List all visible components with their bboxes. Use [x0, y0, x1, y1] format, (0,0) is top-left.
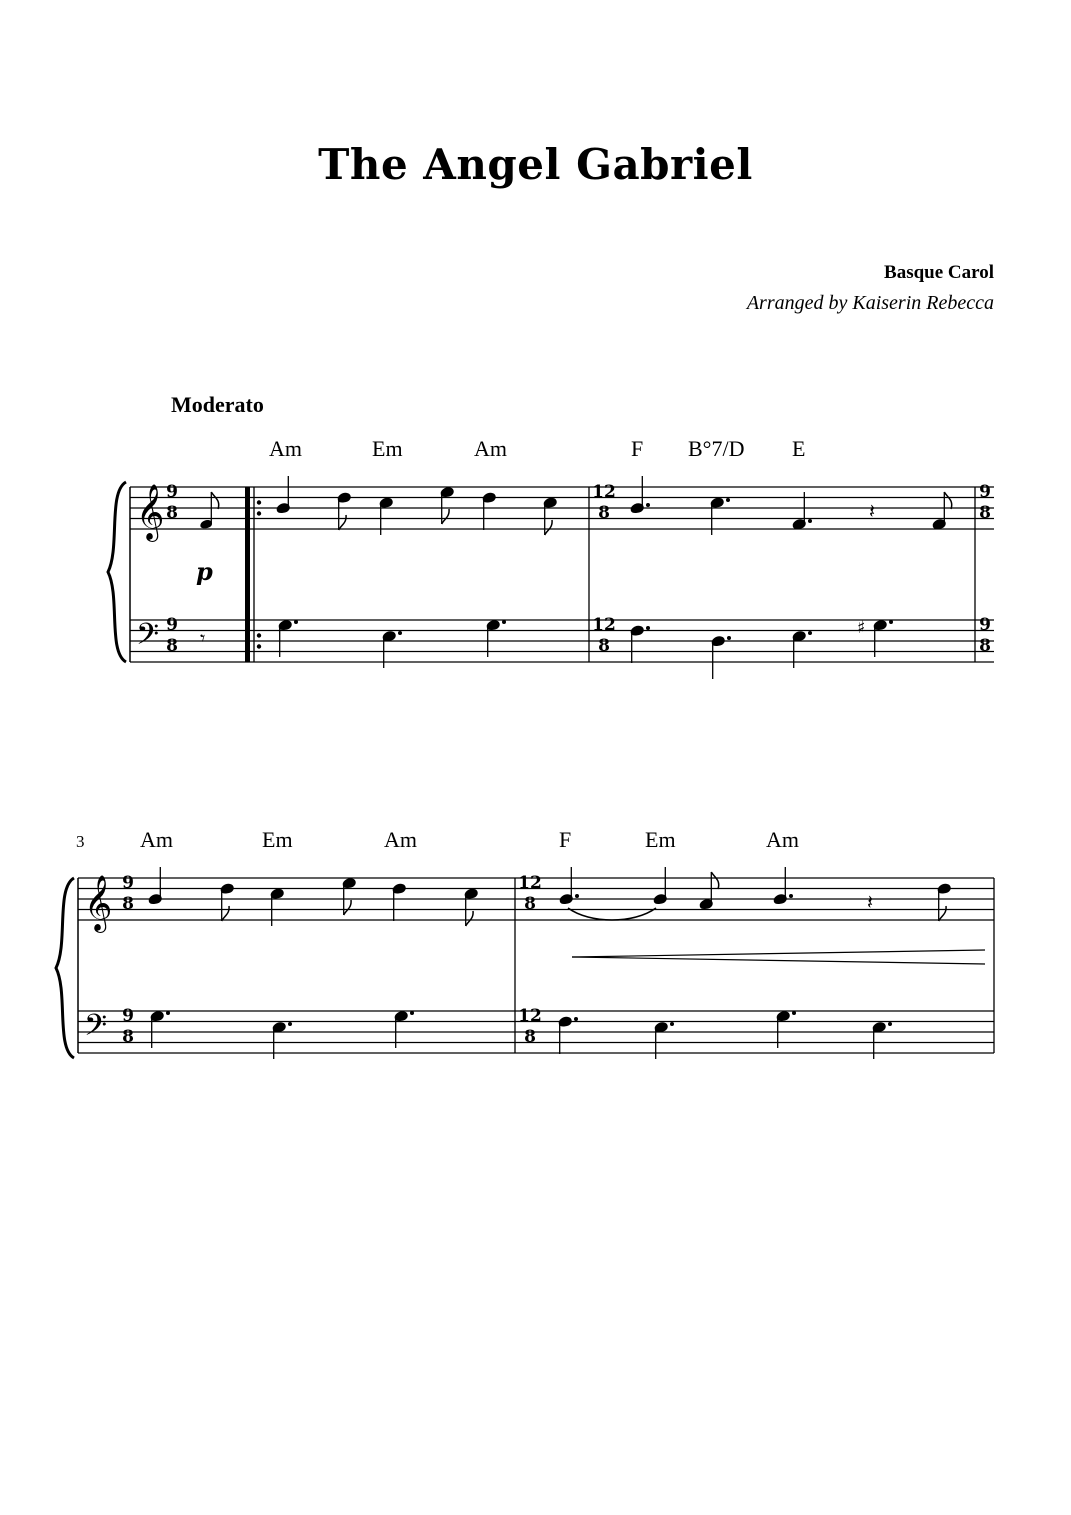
time-sig-bottom: 8 — [598, 503, 610, 523]
measure-2-bass — [631, 618, 893, 679]
chord-symbol: Am — [474, 436, 507, 461]
treble-clef-icon: 𝄞 — [84, 875, 113, 931]
measure-3-bass — [151, 1011, 414, 1059]
system-2 — [56, 827, 994, 1059]
time-sig-bottom: 8 — [979, 636, 991, 656]
time-sig-top: 12 — [592, 615, 616, 635]
decrescendo-hairpin — [572, 950, 985, 964]
time-sig-top: 9 — [122, 1006, 134, 1026]
chord-symbol: Am — [269, 436, 302, 461]
dynamic-marking: p — [196, 557, 213, 586]
chord-symbol: E — [792, 436, 806, 461]
grand-staff-brace — [56, 878, 74, 1058]
measure-3-treble — [149, 867, 477, 926]
chord-symbol: F — [631, 436, 644, 461]
repeat-start-barline — [245, 487, 261, 662]
measure-4-bass — [559, 1011, 892, 1059]
bass-clef-icon: 𝄢 — [136, 618, 160, 659]
time-sig-bottom: 8 — [122, 894, 134, 914]
time-sig-bottom: 8 — [166, 636, 178, 656]
svg-text:𝄽: 𝄽 — [867, 890, 874, 914]
system-1 — [108, 436, 994, 679]
time-sig-top: 9 — [979, 615, 991, 635]
time-sig-top: 12 — [592, 482, 616, 502]
measure-4-treble — [560, 867, 950, 921]
time-sig-bottom: 8 — [598, 636, 610, 656]
eighth-rest-icon: 𝄾 — [200, 626, 206, 650]
time-sig-bottom: 8 — [524, 894, 536, 914]
svg-text:𝄽: 𝄽 — [869, 499, 876, 523]
grand-staff-brace — [108, 482, 126, 662]
time-sig-top: 12 — [518, 873, 542, 893]
time-sig-bottom: 8 — [122, 1027, 134, 1047]
time-sig-top: 9 — [166, 615, 178, 635]
measure-number: 3 — [76, 832, 85, 851]
sharp-icon: ♯ — [857, 618, 866, 638]
time-sig-top: 9 — [979, 482, 991, 502]
chord-symbol: Em — [262, 827, 293, 852]
chord-symbol: Am — [140, 827, 173, 852]
chord-symbol: B°7/D — [688, 436, 745, 461]
measure-2-treble — [631, 476, 951, 535]
chord-symbol: Em — [372, 436, 403, 461]
treble-clef-icon: 𝄞 — [136, 484, 165, 540]
time-sig-bottom: 8 — [979, 503, 991, 523]
time-sig-top: 9 — [122, 873, 134, 893]
bass-clef-icon: 𝄢 — [84, 1009, 108, 1050]
time-sig-bottom: 8 — [166, 503, 178, 523]
measure-1-bass — [279, 620, 506, 668]
tempo-marking: Moderato — [171, 392, 264, 417]
chord-symbol: Am — [766, 827, 799, 852]
chord-symbol: Am — [384, 827, 417, 852]
time-sig-top: 9 — [166, 482, 178, 502]
arranger-credit: Arranged by Kaiserin Rebecca — [746, 292, 994, 314]
chord-symbol: Em — [645, 827, 676, 852]
measure-1-treble — [277, 476, 556, 535]
chord-symbol: F — [559, 827, 572, 852]
time-sig-bottom: 8 — [524, 1027, 536, 1047]
composer-credit: Basque Carol — [884, 262, 994, 283]
treble-staff — [130, 487, 994, 529]
page-title: The Angel Gabriel — [318, 140, 753, 189]
time-sig-top: 12 — [518, 1006, 542, 1026]
